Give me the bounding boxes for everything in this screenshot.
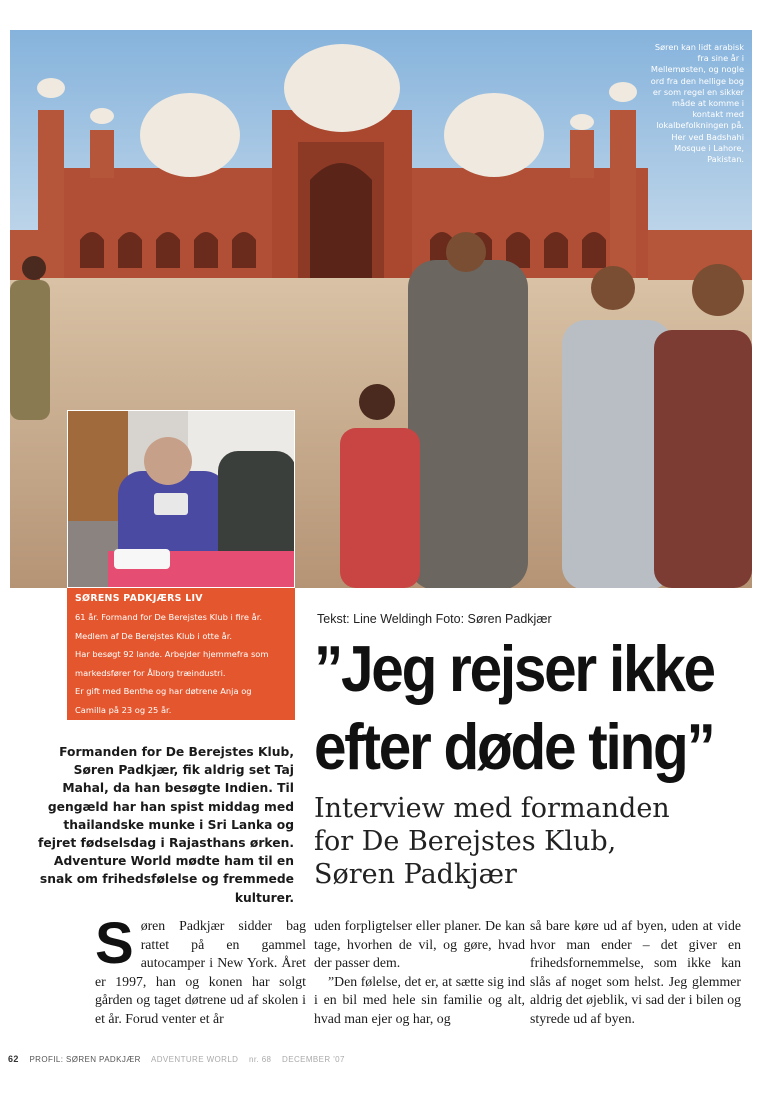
footer-date: DECEMBER '07	[282, 1055, 345, 1064]
body-paragraph: ”Den følelse, det er, at sætte sig ind i en bil med hele sin familie og alt, hvad man ejer og har, og	[314, 973, 525, 1026]
body-column-1	[95, 911, 306, 1029]
subheadline	[314, 792, 754, 891]
body-column-2	[314, 917, 525, 1029]
profile-box-title: SØRENS PADKJÆRS LIV	[75, 593, 203, 604]
page-number: 62	[8, 1054, 19, 1064]
headline	[314, 630, 715, 786]
profile-line: Er gift med Benthe og har døtrene Anja og	[75, 686, 252, 696]
footer-issue: nr. 68	[248, 1055, 272, 1064]
body-paragraph: så bare køre ud af byen, uden at vide hvor man ender – det giver en frihedsfornemmelse, som ikke kan slås af noget som helst. Jeg glemmer aldrig det øjeblik, vi sad der i bilen og styrede ud af byen.	[530, 918, 741, 1026]
subheadline-line-2: for De Berejstes Klub,	[314, 826, 617, 857]
profile-line: 61 år. Formand for De Berejstes Klub i fire år.	[75, 612, 263, 622]
profile-line: Medlem af De Berejstes Klub i otte år.	[75, 630, 233, 641]
profile-box	[67, 588, 295, 720]
profile-line: Camilla på 23 og 25 år.	[75, 704, 172, 715]
footer-section: PROFIL: SØREN PADKJÆR	[29, 1055, 141, 1064]
intro-paragraph: Formanden for De Berejstes Klub, Søren Padkjær, fik aldrig set Taj Mahal, da han besøgte Indien. Til gengæld har han spist middag med thailandske munke i Sri Lanka og fejret fødselsdag i Rajasthans ørken. Adventure World mødte ham til en snak om frihedsfølelse og fremmede kulturer.	[38, 745, 294, 905]
subheadline-line-3: Søren Padkjær	[314, 859, 517, 890]
body-text: øren Padkjær sidder bag rattet på en gammel autocamper i New York. Året er 1997, han og konen har solgt gården og taget døtrene ud af skolen i et år. Forud venter et år	[95, 918, 306, 1026]
inset-photo	[67, 410, 295, 588]
footer-magazine: ADVENTURE WORLD	[151, 1055, 239, 1064]
body-column-3	[530, 917, 741, 1029]
subheadline-line-1: Interview med formanden	[314, 793, 670, 824]
credits: Tekst: Line Weldingh Foto: Søren Padkjær	[317, 612, 552, 626]
headline-line-1: ”Jeg rejser ikke	[314, 632, 714, 705]
profile-line: Har besøgt 92 lande. Arbejder hjemmefra som	[75, 649, 269, 659]
page-footer	[8, 1054, 353, 1064]
body-paragraph: uden forpligtelser eller planer. De kan tage, hvorhen de vil, og gøre, hvad der passer dem.	[314, 918, 525, 971]
headline-line-2: efter døde ting”	[314, 710, 714, 783]
drop-cap: S	[95, 911, 134, 976]
photo-caption: Søren kan lidt arabisk fra sine år i Mellemøsten, og nogle ord fra den hellige bog er som regel en sikker måde at komme i kontakt med lokalbefolkningen på. Her ved Badshahi Mosque i Lahore, Pakistan.	[650, 42, 744, 165]
profile-line: markedsfører for Ålborg træindustri.	[75, 667, 226, 678]
